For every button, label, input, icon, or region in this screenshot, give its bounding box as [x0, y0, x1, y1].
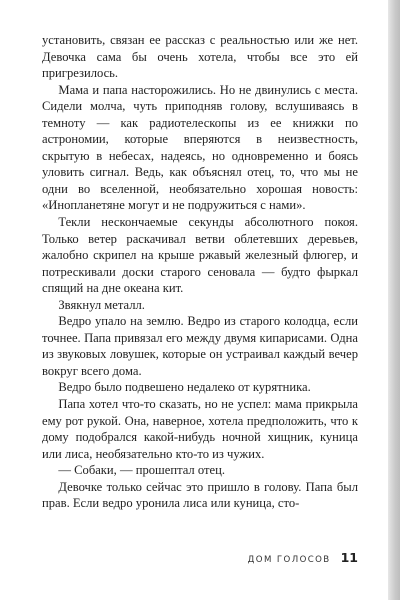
page-footer: [226, 549, 358, 567]
page-number: 11: [340, 550, 358, 565]
paragraph: Ведро было подвешено недалеко от курятника.: [58, 380, 311, 395]
running-title: ДОМ ГОЛОСОВ: [247, 555, 331, 565]
paragraph: Папа хотел что-то сказать, но не успел: мама прикрыла ему рот рукой. Она, наверное, хотела предположить, что к дому подобрался какой-нибудь ночной хищник, куница или лиса, необязательно кто-то из чужих.: [42, 397, 358, 461]
paragraph: Девочке только сейчас это пришло в голову. Папа был прав. Если ведро уронила лиса или куница, сто-: [42, 479, 358, 511]
paragraph: — Собаки, — прошептал отец.: [58, 463, 225, 478]
paragraph: Мама и папа насторожились. Но не двинулись с места. Сидели молча, чуть приподняв голову, вслушиваясь в темноту — как радиотелескопы из ее книжки по астрономии, которые вперяются в неизвестность, скрытую в небесах, надеясь, но одновременно и боясь уловить сигнал. Ведь, как объяснял отец, то, что мы не одни во вселенной, необязательно хорошая новость: «Инопланетяне могут и не подружиться с нами».: [42, 82, 358, 213]
page-spine-shadow: [388, 0, 400, 600]
body-text: [42, 32, 358, 512]
paragraph: Ведро упало на землю. Ведро из старого колодца, если точнее. Папа привязал его между двумя кипарисами. Одна из звуковых ловушек, которые он устраивал каждый вечер вокруг всего дома.: [42, 314, 358, 378]
paragraph: Звякнул металл.: [58, 297, 145, 312]
paragraph: установить, связан ее рассказ с реальностью или же нет. Девочка сама бы очень хотела, чтобы все это ей пригрезилось.: [42, 33, 358, 81]
paragraph: Текли нескончаемые секунды абсолютного покоя. Только ветер раскачивал ветви облетевших деревьев, жалобно скрипел на крыше ржавый железный флюгер, и потрескивали доски старого сеновала — будто фыркал спящий на дне океана кит.: [42, 215, 358, 296]
